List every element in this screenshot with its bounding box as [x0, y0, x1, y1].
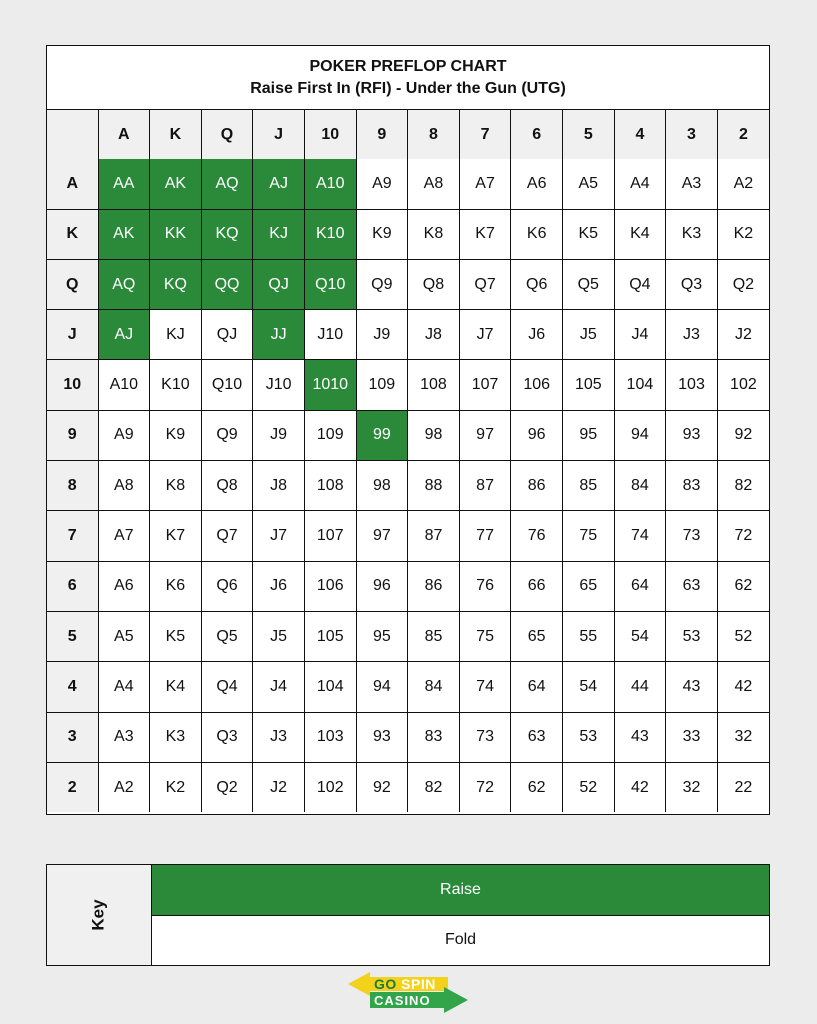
- hand-cell-fold: 42: [717, 662, 769, 712]
- hand-cell-fold: J6: [511, 310, 563, 360]
- hand-cell-fold: K4: [150, 662, 202, 712]
- hand-cell-fold: 75: [562, 511, 614, 561]
- hand-cell-fold: Q4: [201, 662, 253, 712]
- hand-cell-fold: K3: [666, 209, 718, 259]
- hand-cell-fold: A3: [98, 712, 150, 762]
- hand-cell-fold: 53: [666, 611, 718, 661]
- grid-row: [47, 310, 769, 360]
- hand-cell-fold: 92: [717, 410, 769, 460]
- hand-cell-fold: 74: [614, 511, 666, 561]
- hand-cell-fold: 43: [614, 712, 666, 762]
- hand-cell-fold: QJ: [201, 310, 253, 360]
- column-header: J: [253, 110, 305, 159]
- hand-cell-fold: A7: [98, 511, 150, 561]
- gospin-casino-logo: [348, 970, 470, 1016]
- hand-cell-fold: KJ: [150, 310, 202, 360]
- grid-corner: [47, 110, 98, 159]
- grid-row: [47, 561, 769, 611]
- hand-cell-fold: K9: [356, 209, 408, 259]
- hand-cell-raise: 1010: [304, 360, 356, 410]
- hand-cell-fold: A9: [98, 410, 150, 460]
- hand-cell-fold: 96: [511, 410, 563, 460]
- hand-cell-fold: A8: [98, 461, 150, 511]
- row-header: 4: [47, 662, 98, 712]
- hand-cell-fold: A10: [98, 360, 150, 410]
- hand-cell-fold: 93: [356, 712, 408, 762]
- hand-cell-fold: K8: [150, 461, 202, 511]
- hand-cell-fold: 107: [459, 360, 511, 410]
- hand-cell-fold: J5: [562, 310, 614, 360]
- hand-grid: [47, 110, 769, 812]
- hand-cell-raise: AJ: [98, 310, 150, 360]
- hand-cell-fold: Q5: [562, 259, 614, 309]
- hand-cell-fold: J9: [356, 310, 408, 360]
- hand-cell-fold: 66: [511, 561, 563, 611]
- hand-cell-fold: K2: [150, 762, 202, 812]
- hand-cell-fold: K2: [717, 209, 769, 259]
- hand-cell-raise: KQ: [150, 259, 202, 309]
- row-header: Q: [47, 259, 98, 309]
- hand-cell-fold: A9: [356, 159, 408, 209]
- row-header: J: [47, 310, 98, 360]
- hand-cell-fold: J7: [253, 511, 305, 561]
- grid-row: [47, 762, 769, 812]
- hand-cell-fold: 73: [666, 511, 718, 561]
- logo-line1: [374, 977, 436, 991]
- chart-title-line1: POKER PREFLOP CHART: [309, 57, 507, 75]
- hand-cell-fold: Q10: [201, 360, 253, 410]
- hand-cell-fold: 32: [717, 712, 769, 762]
- hand-cell-fold: K7: [150, 511, 202, 561]
- hand-cell-fold: K9: [150, 410, 202, 460]
- column-header: 2: [717, 110, 769, 159]
- hand-cell-fold: J10: [304, 310, 356, 360]
- hand-cell-fold: K6: [511, 209, 563, 259]
- hand-cell-fold: 32: [666, 762, 718, 812]
- hand-cell-fold: 54: [562, 662, 614, 712]
- hand-cell-fold: 62: [511, 762, 563, 812]
- hand-cell-raise: Q10: [304, 259, 356, 309]
- hand-cell-fold: 94: [614, 410, 666, 460]
- hand-cell-fold: 52: [562, 762, 614, 812]
- hand-cell-fold: 75: [459, 611, 511, 661]
- hand-cell-fold: K5: [562, 209, 614, 259]
- hand-cell-fold: A2: [98, 762, 150, 812]
- hand-cell-fold: 74: [459, 662, 511, 712]
- hand-cell-fold: A3: [666, 159, 718, 209]
- hand-cell-fold: J8: [408, 310, 460, 360]
- hand-cell-fold: 65: [562, 561, 614, 611]
- hand-cell-fold: 77: [459, 511, 511, 561]
- hand-cell-raise: AK: [98, 209, 150, 259]
- row-header: K: [47, 209, 98, 259]
- hand-cell-fold: Q6: [511, 259, 563, 309]
- hand-cell-fold: 43: [666, 662, 718, 712]
- hand-cell-fold: Q9: [201, 410, 253, 460]
- column-header: 6: [511, 110, 563, 159]
- hand-cell-fold: 107: [304, 511, 356, 561]
- hand-cell-fold: Q8: [408, 259, 460, 309]
- hand-cell-fold: 82: [408, 762, 460, 812]
- hand-cell-fold: 106: [511, 360, 563, 410]
- row-header: 8: [47, 461, 98, 511]
- hand-cell-fold: 76: [459, 561, 511, 611]
- hand-cell-raise: KJ: [253, 209, 305, 259]
- hand-cell-fold: 109: [356, 360, 408, 410]
- key-raise: Raise: [152, 865, 769, 916]
- hand-cell-fold: 97: [356, 511, 408, 561]
- hand-cell-raise: AK: [150, 159, 202, 209]
- hand-cell-fold: 73: [459, 712, 511, 762]
- hand-cell-fold: A4: [614, 159, 666, 209]
- hand-cell-fold: 105: [562, 360, 614, 410]
- hand-cell-fold: K8: [408, 209, 460, 259]
- hand-cell-fold: 86: [511, 461, 563, 511]
- hand-cell-fold: 84: [614, 461, 666, 511]
- hand-cell-fold: Q7: [459, 259, 511, 309]
- hand-cell-fold: 108: [304, 461, 356, 511]
- hand-cell-fold: J2: [253, 762, 305, 812]
- hand-cell-fold: J3: [666, 310, 718, 360]
- hand-cell-fold: A4: [98, 662, 150, 712]
- hand-cell-fold: 83: [666, 461, 718, 511]
- hand-cell-fold: J6: [253, 561, 305, 611]
- hand-cell-fold: J8: [253, 461, 305, 511]
- preflop-chart: [46, 45, 770, 815]
- hand-cell-fold: 93: [666, 410, 718, 460]
- hand-cell-fold: Q9: [356, 259, 408, 309]
- hand-cell-fold: 87: [408, 511, 460, 561]
- hand-cell-raise: AJ: [253, 159, 305, 209]
- hand-cell-fold: Q5: [201, 611, 253, 661]
- key-label: Key: [89, 899, 108, 931]
- hand-cell-fold: Q2: [201, 762, 253, 812]
- hand-cell-raise: KQ: [201, 209, 253, 259]
- hand-cell-fold: 102: [304, 762, 356, 812]
- hand-cell-fold: 63: [511, 712, 563, 762]
- hand-cell-fold: 72: [459, 762, 511, 812]
- hand-cell-fold: 85: [562, 461, 614, 511]
- hand-cell-fold: 42: [614, 762, 666, 812]
- hand-cell-raise: QQ: [201, 259, 253, 309]
- hand-cell-fold: A6: [511, 159, 563, 209]
- hand-cell-raise: AQ: [98, 259, 150, 309]
- grid-row: [47, 259, 769, 309]
- column-header: 7: [459, 110, 511, 159]
- hand-cell-fold: 33: [666, 712, 718, 762]
- column-header: 5: [562, 110, 614, 159]
- column-header-row: [47, 110, 769, 159]
- hand-cell-fold: 54: [614, 611, 666, 661]
- hand-cell-fold: 64: [511, 662, 563, 712]
- hand-cell-raise: 99: [356, 410, 408, 460]
- hand-cell-fold: 65: [511, 611, 563, 661]
- hand-cell-fold: 86: [408, 561, 460, 611]
- hand-cell-fold: 55: [562, 611, 614, 661]
- hand-cell-fold: A2: [717, 159, 769, 209]
- hand-cell-fold: 106: [304, 561, 356, 611]
- column-header: 4: [614, 110, 666, 159]
- hand-cell-fold: 85: [408, 611, 460, 661]
- hand-cell-fold: J3: [253, 712, 305, 762]
- hand-cell-fold: A5: [562, 159, 614, 209]
- hand-cell-fold: 63: [666, 561, 718, 611]
- hand-cell-fold: 62: [717, 561, 769, 611]
- hand-cell-fold: 104: [304, 662, 356, 712]
- hand-cell-fold: Q2: [717, 259, 769, 309]
- hand-cell-fold: J7: [459, 310, 511, 360]
- row-header: 5: [47, 611, 98, 661]
- grid-row: [47, 410, 769, 460]
- row-header: 3: [47, 712, 98, 762]
- key-rows: [152, 865, 769, 965]
- row-header: 9: [47, 410, 98, 460]
- hand-cell-fold: 102: [717, 360, 769, 410]
- hand-cell-fold: K3: [150, 712, 202, 762]
- hand-cell-fold: 103: [304, 712, 356, 762]
- hand-cell-fold: 94: [356, 662, 408, 712]
- hand-cell-fold: 104: [614, 360, 666, 410]
- hand-cell-raise: AQ: [201, 159, 253, 209]
- hand-cell-fold: Q8: [201, 461, 253, 511]
- grid-row: [47, 611, 769, 661]
- grid-body: [47, 159, 769, 812]
- hand-cell-fold: K10: [150, 360, 202, 410]
- grid-row: [47, 461, 769, 511]
- hand-cell-fold: 22: [717, 762, 769, 812]
- hand-cell-fold: 98: [408, 410, 460, 460]
- chart-title-line2: Raise First In (RFI) - Under the Gun (UTG): [250, 79, 566, 97]
- hand-cell-fold: J4: [253, 662, 305, 712]
- logo-spin: SPIN: [401, 976, 436, 992]
- row-header: 6: [47, 561, 98, 611]
- hand-cell-fold: K4: [614, 209, 666, 259]
- grid-row: [47, 511, 769, 561]
- hand-cell-raise: QJ: [253, 259, 305, 309]
- key-fold: Fold: [152, 916, 769, 966]
- hand-cell-fold: A5: [98, 611, 150, 661]
- column-header: 9: [356, 110, 408, 159]
- logo-line2: CASINO: [374, 993, 431, 1008]
- column-header: A: [98, 110, 150, 159]
- hand-cell-fold: K7: [459, 209, 511, 259]
- key-label-cell: [47, 865, 152, 965]
- hand-cell-fold: 84: [408, 662, 460, 712]
- hand-cell-fold: 53: [562, 712, 614, 762]
- hand-cell-fold: 105: [304, 611, 356, 661]
- hand-cell-fold: 83: [408, 712, 460, 762]
- hand-cell-fold: 44: [614, 662, 666, 712]
- grid-row: [47, 662, 769, 712]
- hand-cell-fold: Q4: [614, 259, 666, 309]
- grid-row: [47, 712, 769, 762]
- hand-cell-fold: 76: [511, 511, 563, 561]
- hand-cell-fold: A8: [408, 159, 460, 209]
- hand-cell-fold: 95: [562, 410, 614, 460]
- hand-cell-fold: 87: [459, 461, 511, 511]
- column-header: Q: [201, 110, 253, 159]
- hand-cell-fold: K5: [150, 611, 202, 661]
- hand-cell-fold: 96: [356, 561, 408, 611]
- hand-cell-fold: 82: [717, 461, 769, 511]
- grid-row: [47, 209, 769, 259]
- hand-cell-fold: J4: [614, 310, 666, 360]
- hand-cell-fold: Q7: [201, 511, 253, 561]
- column-header: 10: [304, 110, 356, 159]
- hand-cell-fold: A7: [459, 159, 511, 209]
- grid-row: [47, 360, 769, 410]
- logo-go: GO: [374, 976, 397, 992]
- hand-cell-fold: 97: [459, 410, 511, 460]
- hand-cell-raise: KK: [150, 209, 202, 259]
- hand-cell-fold: A6: [98, 561, 150, 611]
- hand-cell-raise: JJ: [253, 310, 305, 360]
- hand-cell-fold: 95: [356, 611, 408, 661]
- hand-cell-fold: J10: [253, 360, 305, 410]
- hand-cell-raise: K10: [304, 209, 356, 259]
- hand-cell-fold: 108: [408, 360, 460, 410]
- hand-cell-fold: 92: [356, 762, 408, 812]
- hand-cell-fold: 88: [408, 461, 460, 511]
- row-header: 7: [47, 511, 98, 561]
- hand-cell-fold: 72: [717, 511, 769, 561]
- hand-cell-fold: 109: [304, 410, 356, 460]
- hand-cell-fold: 52: [717, 611, 769, 661]
- row-header: 2: [47, 762, 98, 812]
- hand-cell-fold: Q3: [201, 712, 253, 762]
- hand-cell-fold: J9: [253, 410, 305, 460]
- hand-cell-fold: K6: [150, 561, 202, 611]
- column-header: 8: [408, 110, 460, 159]
- row-header: A: [47, 159, 98, 209]
- row-header: 10: [47, 360, 98, 410]
- hand-cell-raise: AA: [98, 159, 150, 209]
- chart-title: [47, 46, 769, 110]
- grid-row: [47, 159, 769, 209]
- hand-cell-fold: Q6: [201, 561, 253, 611]
- column-header: 3: [666, 110, 718, 159]
- legend-key: [46, 864, 770, 966]
- hand-cell-fold: Q3: [666, 259, 718, 309]
- hand-cell-fold: J5: [253, 611, 305, 661]
- column-header: K: [150, 110, 202, 159]
- hand-cell-fold: 98: [356, 461, 408, 511]
- hand-cell-fold: 103: [666, 360, 718, 410]
- hand-cell-raise: A10: [304, 159, 356, 209]
- hand-cell-fold: J2: [717, 310, 769, 360]
- hand-cell-fold: 64: [614, 561, 666, 611]
